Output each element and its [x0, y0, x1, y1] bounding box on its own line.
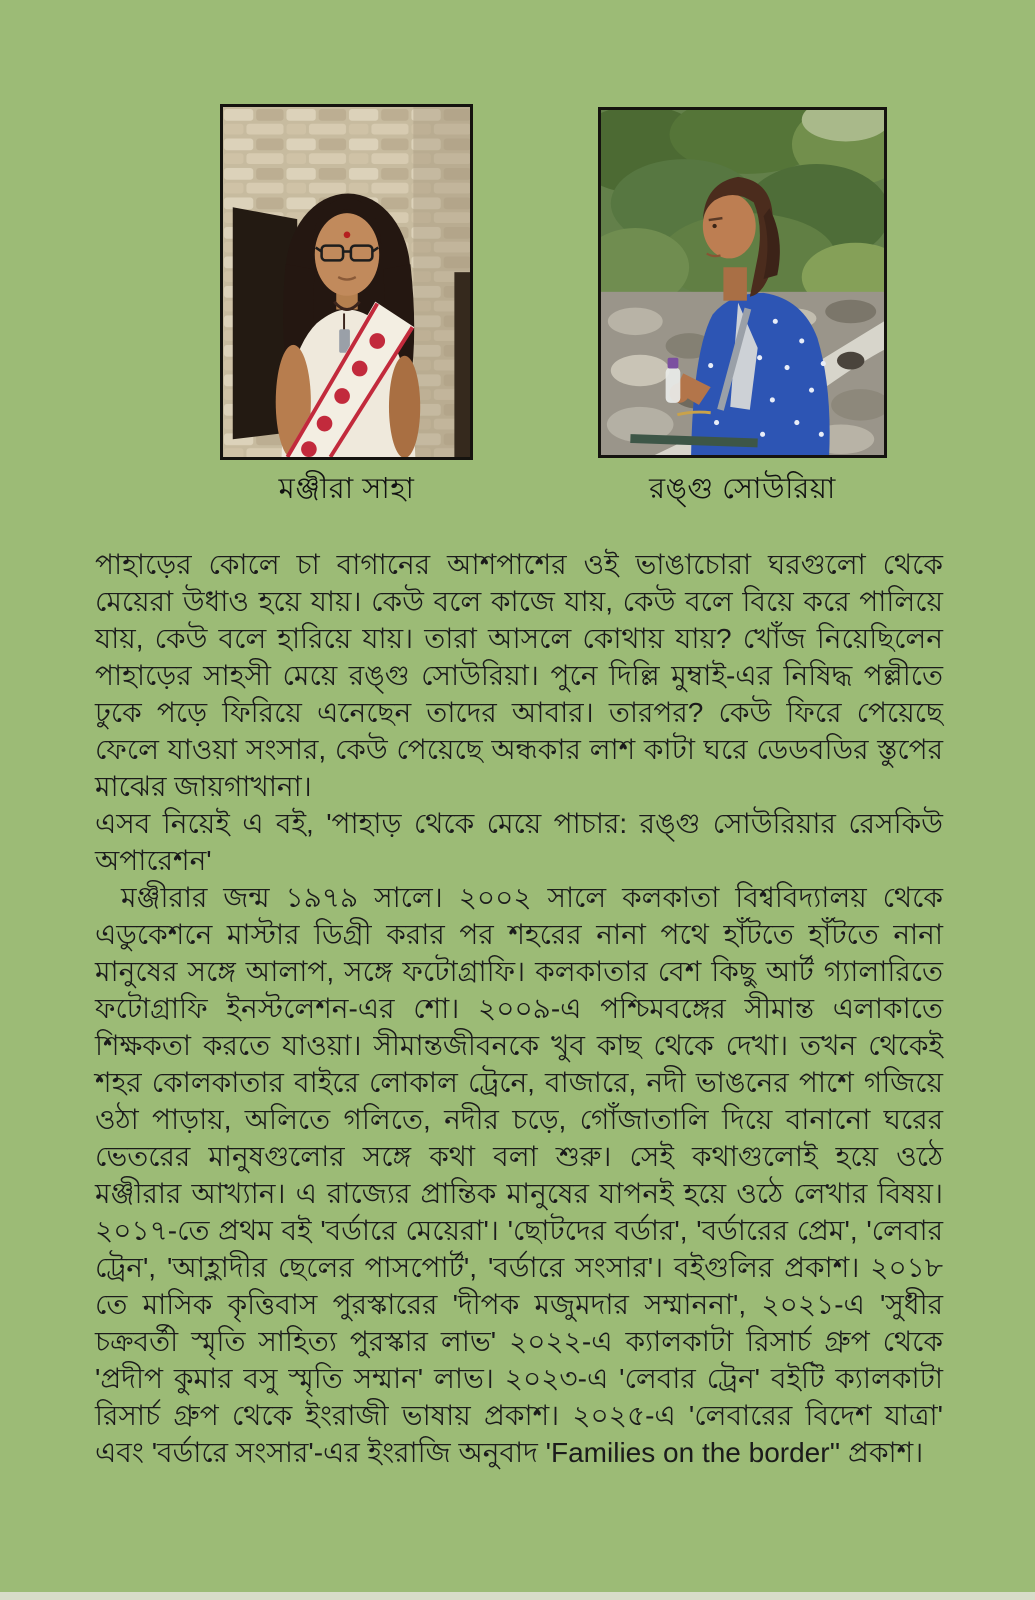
author-photo-rangu-souriya: [598, 107, 887, 458]
author-photo-manjira-saha: [220, 104, 473, 460]
caption-rangu-souriya: রঙ্গু সোউরিয়া: [649, 473, 836, 505]
bio-paragraph-book-synopsis: পাহাড়ের কোলে চা বাগানের আশপাশের ওই ভাঙাচোরা ঘরগুলো থেকে মেয়েরা উধাও হয়ে যায়। কেউ বলে কাজে যায়, কেউ বলে বিয়ে করে পালিয়ে যায়, কেউ বলে হারিয়ে যায়। তারা আসলে কোথায় যায়? খোঁজ নিয়েছিলেন পাহাড়ের সাহসী মেয়ে রঙ্গু সোউরিয়া। পুনে দিল্লি মুম্বাই-এর নিষিদ্ধ পল্লীতে ঢুকে পড়ে ফিরিয়ে এনেছেন তাদের আবার। তারপর? কেউ ফিরে পেয়েছে ফেলে যাওয়া সংসার, কেউ পেয়েছে অন্ধকার লাশ কাটা ঘরে ডেডবডির স্তুপের মাঝের জায়গাখানা।: [95, 549, 943, 802]
caption-manjira-saha: মঞ্জীরা সাহা: [278, 473, 415, 505]
bio-text-block: [95, 546, 943, 1471]
dark-edge-shadow: [454, 272, 470, 457]
bio-paragraph-author-history: মঞ্জীরার জন্ম ১৯৭৯ সালে। ২০০২ সালে কলকাতা বিশ্ববিদ্যালয় থেকে এডুকেশনে মাস্টার ডিগ্রী করার পর শহরের নানা পথে হাঁটতে হাঁটতে নানা মানুষের সঙ্গে আলাপ, সঙ্গে ফটোগ্রাফি। কলকাতার বেশ কিছু আর্ট গ্যালারিতে ফটোগ্রাফি ইনস্টলেশন-এর শো। ২০০৯-এ পশ্চিমবঙ্গের সীমান্ত এলাকাতে শিক্ষকতা করতে যাওয়া। সীমান্তজীবনকে খুব কাছ থেকে দেখা। তখন থেকেই শহর কোলকাতার বাইরে লোকাল ট্রেনে, বাজারে, নদী ভাঙনের পাশে গজিয়ে ওঠা পাড়ায়, অলিতে গলিতে, নদীর চড়ে, গোঁজাতালি দিয়ে বানানো ঘরের ভেতরের মানুষগুলোর সঙ্গে কথা বলা শুরু। সেই কথাগুলোই হয়ে ওঠে মঞ্জীরার আখ্যান। এ রাজ্যের প্রান্তিক মানুষের যাপনই হয়ে ওঠে লেখার বিষয়। ২০১৭-তে প্রথম বই 'বর্ডারে মেয়েরা'। 'ছোটদের বর্ডার', 'বর্ডারের প্রেম', 'লেবার ট্রেন', 'আহ্লাদীর ছেলের পাসপোর্ট', 'বর্ডারে সংসার'। বইগুলির প্রকাশ। ২০১৮ তে মাসিক কৃত্তিবাস পুরস্কারের 'দীপক মজুমদার সম্মাননা', ২০২১-এ 'সুধীর চক্রবর্তী স্মৃতি সাহিত্য পুরস্কার লাভ' ২০২২-এ ক্যালকাটা রিসার্চ গ্রুপ থেকে 'প্রদীপ কুমার বসু স্মৃতি সম্মান' লাভ। ২০২৩-এ 'লেবার ট্রেন' বইটি ক্যালকাটা রিসার্চ গ্রুপ থেকে ইংরাজী ভাষায় প্রকাশ। ২০২৫-এ 'লেবারের বিদেশ যাত্রা' এবং 'বর্ডারে সংসার'-এর ইংরাজি অনুবাদ 'Families on the border'' প্রকাশ।: [95, 882, 943, 1468]
woman-figure: [276, 194, 420, 457]
rangu-portrait-illustration: [601, 110, 884, 455]
bindi: [344, 231, 351, 238]
water-bottle: [666, 358, 681, 403]
manjira-portrait-illustration: [223, 107, 470, 457]
bio-paragraph-book-title: এসব নিয়েই এ বই, 'পাহাড় থেকে মেয়ে পাচার: রঙ্গু সোউরিয়ার রেসকিউ অপারেশন': [95, 808, 943, 876]
page-bottom-edge: [0, 1592, 1035, 1600]
